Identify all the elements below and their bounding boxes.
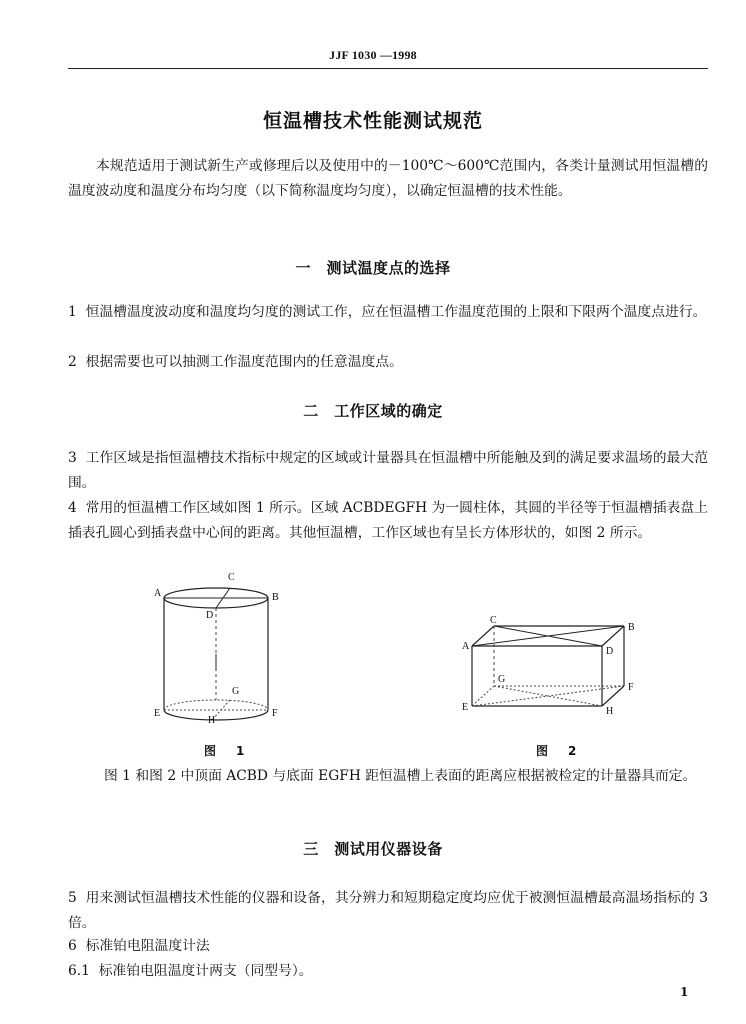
clause-number: 1: [68, 304, 77, 320]
clause-number: 6.1: [68, 963, 90, 979]
label-d: D: [606, 646, 614, 657]
clause-6: [68, 934, 708, 959]
label-c: C: [228, 572, 235, 583]
label-g: G: [232, 686, 240, 697]
clause-6-1: [68, 959, 708, 984]
label-g: G: [498, 674, 506, 685]
section-two-heading: 二 工作区域的确定: [303, 402, 443, 420]
edge-eg: [472, 686, 494, 706]
clause-number: 3: [68, 450, 77, 466]
edge-ca: [472, 626, 494, 646]
label-h: H: [606, 706, 614, 717]
label-f: F: [628, 682, 634, 693]
label-d: D: [206, 610, 214, 621]
section-three-heading: 三 测试用仪器设备: [303, 840, 443, 858]
clause-number: 4: [68, 500, 77, 516]
label-a: A: [462, 641, 470, 652]
clause-text: 标准铂电阻温度计法: [85, 938, 210, 954]
label-h: H: [208, 715, 216, 726]
figure-2-box-diagram: [456, 614, 646, 724]
label-b: B: [628, 622, 635, 633]
intro-paragraph: 本规范适用于测试新生产或修理后以及使用中的－100℃～600℃范围内，各类计量测试用恒温槽的温度波动度和温度分布均匀度（以下简称温度均匀度），以确定恒温槽的技术性能。: [68, 158, 708, 199]
clause-text: 标准铂电阻温度计两支（同型号）。: [98, 963, 313, 979]
clause-text: 常用的恒温槽工作区域如图 1 所示。区域 ACBDEGFH 为一圆柱体，其圆的半径等于恒温槽插表盘上插表孔圆心到插表盘中心间的距离。其他恒温槽，工作区域也有呈长方体形状的，如图 2 所示。: [68, 500, 708, 541]
clause-text: 恒温槽温度波动度和温度均匀度的测试工作，应在恒温槽工作温度范围的上限和下限两个温度点进行。: [85, 304, 707, 320]
clause-1: [68, 300, 708, 325]
top-diagonal-ab: [472, 626, 624, 646]
label-f: F: [272, 708, 278, 719]
edge-bd: [602, 626, 624, 646]
clause-2: [68, 350, 708, 375]
label-e: E: [462, 702, 469, 713]
clause-text: 用来测试恒温槽技术性能的仪器和设备，其分辨力和短期稳定度均应优于被测恒温槽最高温场指标的 3 倍。: [68, 890, 708, 931]
page-number: 1: [680, 985, 689, 999]
clause-5: [68, 886, 708, 936]
bottom-back-arc: [164, 700, 268, 710]
header-rule: [68, 68, 708, 69]
document-code: JJF 1030 —1998: [329, 48, 417, 62]
clause-text: 工作区域是指恒温槽技术指标中规定的区域或计量器具在恒温槽中所能触及到的满足要求温场的最大范围。: [68, 450, 708, 491]
edge-hf: [602, 686, 624, 706]
document-title: 恒温槽技术性能测试规范: [262, 110, 483, 132]
label-c: C: [490, 615, 497, 626]
label-b: B: [272, 592, 279, 603]
clause-number: 5: [68, 890, 77, 906]
clause-4: [68, 496, 708, 546]
clause-number: 6: [68, 938, 77, 954]
clause-number: 2: [68, 354, 77, 370]
figure-1-caption: 图 1: [204, 744, 249, 758]
figure-note: 图 1 和图 2 中顶面 ACBD 与底面 EGFH 距恒温槽上表面的距离应根据被检定的计量器具而定。: [104, 768, 697, 784]
figure-2-caption: 图 2: [536, 744, 581, 758]
bottom-diagonal-ef: [472, 686, 624, 706]
label-a: A: [154, 588, 162, 599]
clause-text: 根据需要也可以抽测工作温度范围内的任意温度点。: [85, 354, 403, 370]
label-e: E: [154, 708, 161, 719]
figure-1-cylinder-diagram: [140, 566, 320, 736]
section-one-heading: 一 测试温度点的选择: [295, 259, 451, 277]
clause-3: [68, 446, 708, 496]
